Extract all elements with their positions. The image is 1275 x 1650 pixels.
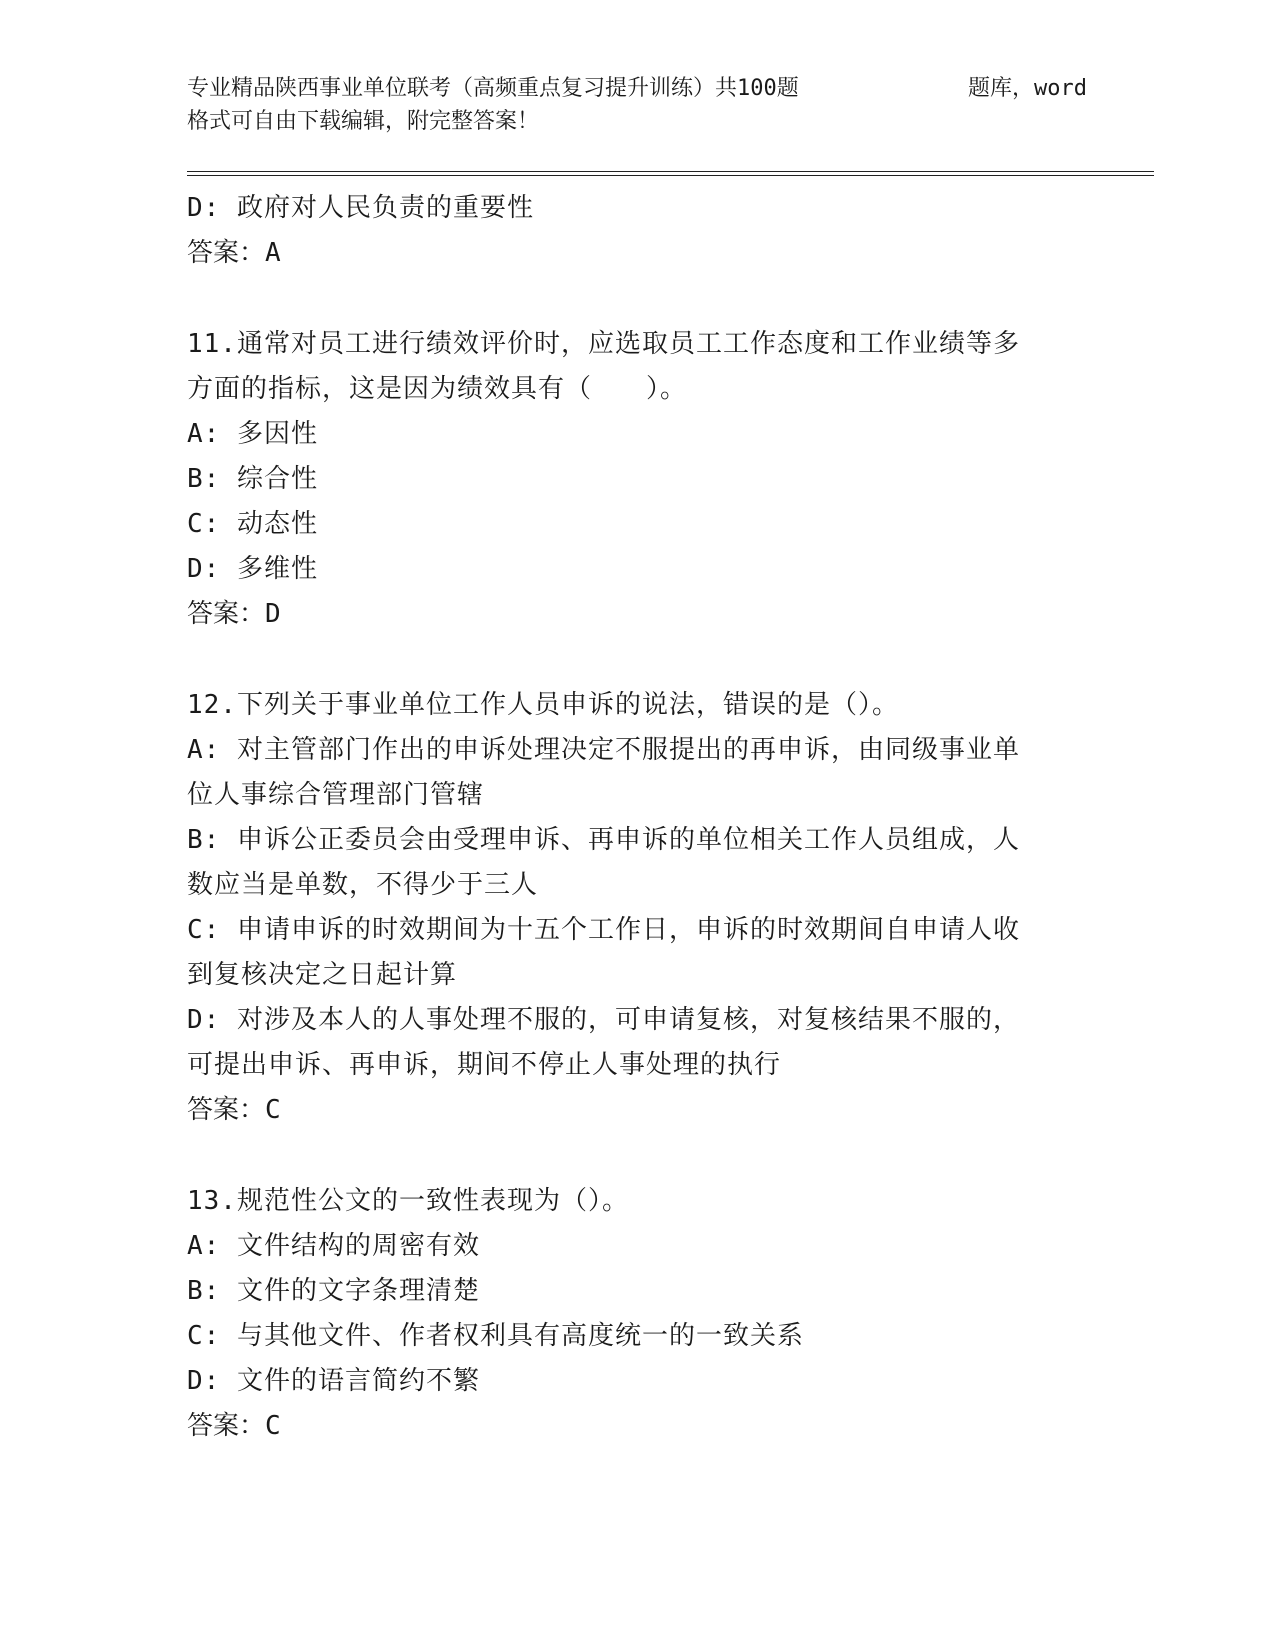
question-stem: 12.下列关于事业单位工作人员申诉的说法，错误的是（）。 (187, 690, 899, 720)
option-d: D: 文件的语言简约不繁 (187, 1366, 480, 1396)
option-c-cont: 到复核决定之日起计算 (187, 960, 458, 990)
question-stem: 13.规范性公文的一致性表现为（）。 (187, 1186, 629, 1216)
page-header (187, 72, 1087, 138)
option-b: B: 申诉公正委员会由受理申诉、再申诉的单位相关工作人员组成，人 (187, 825, 1020, 855)
header-title: 专业精品陕西事业单位联考（高频重点复习提升训练）共100题 (187, 76, 799, 101)
option-c: C: 动态性 (187, 509, 318, 539)
answer-line (187, 1404, 1087, 1449)
question-12 (187, 683, 1087, 1133)
answer-label: 答案： (187, 1411, 266, 1441)
answer-key: A (265, 238, 281, 268)
answer-label: 答案： (187, 238, 266, 268)
option-a: A: 多因性 (187, 419, 318, 449)
header-title-tail: 题库，word (968, 76, 1087, 101)
answer-key: D (265, 599, 281, 629)
answer-key: C (265, 1095, 281, 1125)
question-10-tail (187, 186, 1087, 276)
option-a-cont: 位人事综合管理部门管辖 (187, 780, 485, 810)
answer-label: 答案： (187, 1095, 266, 1125)
answer-line (187, 592, 1087, 637)
option-d: D: 多维性 (187, 554, 318, 584)
option-a: A: 文件结构的周密有效 (187, 1231, 480, 1261)
option-d: D: 政府对人民负责的重要性 (187, 193, 534, 223)
option-c: C: 与其他文件、作者权利具有高度统一的一致关系 (187, 1321, 804, 1351)
answer-line (187, 1088, 1087, 1133)
question-stem-cont: 方面的指标，这是因为绩效具有（ ）。 (187, 374, 688, 404)
answer-line (187, 231, 1087, 276)
option-c: C: 申请申诉的时效期间为十五个工作日，申诉的时效期间自申请人收 (187, 915, 1020, 945)
option-b: B: 文件的文字条理清楚 (187, 1276, 480, 1306)
answer-key: C (265, 1411, 281, 1441)
question-list (187, 186, 1087, 1449)
header-divider-top (187, 171, 1154, 172)
answer-label: 答案： (187, 599, 266, 629)
question-11 (187, 322, 1087, 637)
option-a: A: 对主管部门作出的申诉处理决定不服提出的再申诉，由同级事业单 (187, 735, 1020, 765)
option-b-cont: 数应当是单数，不得少于三人 (187, 870, 539, 900)
question-stem: 11.通常对员工进行绩效评价时，应选取员工工作态度和工作业绩等多 (187, 329, 1020, 359)
header-divider-bottom (187, 175, 1154, 176)
header-line-1 (187, 72, 1087, 105)
option-d: D: 对涉及本人的人事处理不服的，可申请复核，对复核结果不服的， (187, 1005, 1020, 1035)
option-d-cont: 可提出申诉、再申诉，期间不停止人事处理的执行 (187, 1050, 782, 1080)
option-b: B: 综合性 (187, 464, 318, 494)
header-line-2: 格式可自由下载编辑，附完整答案！ (187, 109, 540, 134)
question-13 (187, 1179, 1087, 1449)
